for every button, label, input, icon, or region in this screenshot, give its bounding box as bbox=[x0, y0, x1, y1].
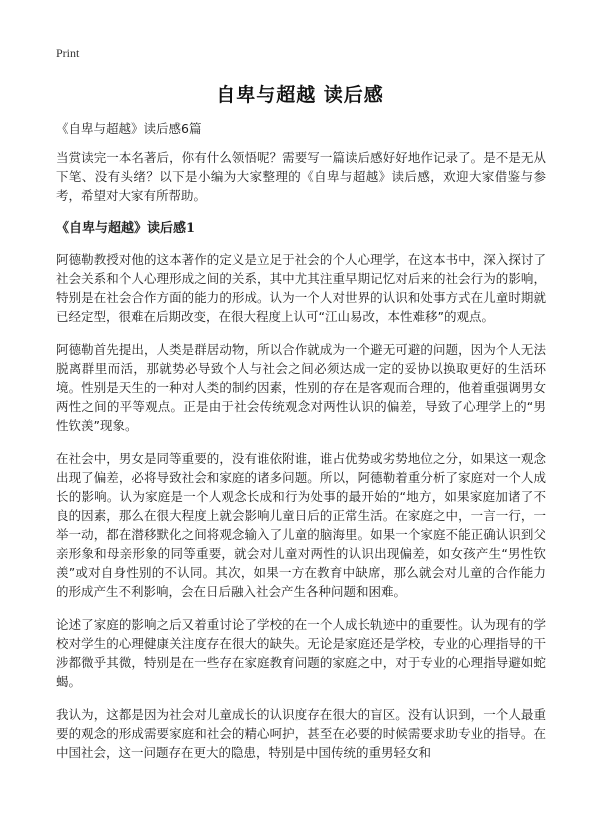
article-body bbox=[56, 119, 546, 776]
body-paragraph-5: 我认为，这都是因为社会对儿童成长的认识度存在很大的盲区。没有认识到，一个人最重要的观念的形成需要家庭和社会的精心呵护，甚至在必要的时候需要求助专业的指导。在中国社会，这一问题存在更大的隐患，特别是中国传统的重男轻女和 bbox=[56, 707, 546, 760]
body-paragraph-4: 论述了家庭的影响之后又着重讨论了学校的在一个人成长轨迹中的重要性。认为现有的学校对学生的心理健康关注度存在很大的缺失。无论是家庭还是学校，专业的心理指导的干涉都微乎其微，特别是在一些存在家庭教育问题的家庭之中，对于专业的心理指导避如蛇蝎。 bbox=[56, 617, 546, 689]
body-paragraph-2: 阿德勒首先提出，人类是群居动物，所以合作就成为一个避无可避的问题，因为个人无法脱离群里而活，那就势必导致个人与社会之间必须达成一定的妥协以换取更好的生活环境。性别是天生的一种对人类的制约因素，性别的存在是客观而合理的，他着重强调男女两性之间的平等观点。正是由于社会传统观念对两性认识的偏差，导致了心理学上的“男性钦羡”现象。 bbox=[56, 342, 546, 433]
body-paragraph-1: 阿德勒教授对他的这本著作的定义是立足于社会的个人心理学，在这本书中，深入探讨了社会关系和个人心理形成之间的关系，其中尤其注重早期记忆对后来的社会行为的影响，特别是在社会合作方面的能力的形成。认为一个人对世界的认识和处事方式在儿童时期就已经定型，很难在后期改变，在很大程度上认可“江山易改，本性难移”的观点。 bbox=[56, 252, 546, 324]
print-label: Print bbox=[56, 46, 80, 60]
intro-paragraph: 当赏读完一本名著后，你有什么领悟呢？需要写一篇读后感好好地作记录了。是不是无从下笔、没有头绪？以下是小编为大家整理的《自卑与超越》读后感，欢迎大家借鉴与参考，希望对大家有所帮助。 bbox=[56, 150, 546, 203]
section-heading: 《自卑与超越》读后感1 bbox=[56, 221, 196, 236]
page-title: 自卑与超越 读后感 bbox=[216, 84, 384, 106]
body-paragraph-3: 在社会中，男女是同等重要的，没有谁依附谁，谁占优势或劣势地位之分，如果这一观念出现了偏差，必将导致社会和家庭的诸多问题。所以，阿德勒着重分析了家庭对一个人成长的影响。认为家庭是一个人观念长成和行为处事的最开始的“地方，如果家庭加诸了不良的因素，那么在很大程度上就会影响儿童日后的正常生活。在家庭之中，一言一行，一举一动，都在潜移默化之间将观念输入了儿童的脑海里。如果一个家庭不能正确认识到父亲形象和母亲形象的同等重要，就会对儿童对两性的认识出现偏差，如女孩产生“男性钦羡”或对自身性别的不认同。其次，如果一方在教育中缺席，那么就会对儿童的合作能力的形成产生不利影响，会在日后融入社会产生各种问题和困难。 bbox=[56, 451, 546, 599]
article-subtitle: 《自卑与超越》读后感6篇 bbox=[56, 121, 202, 136]
